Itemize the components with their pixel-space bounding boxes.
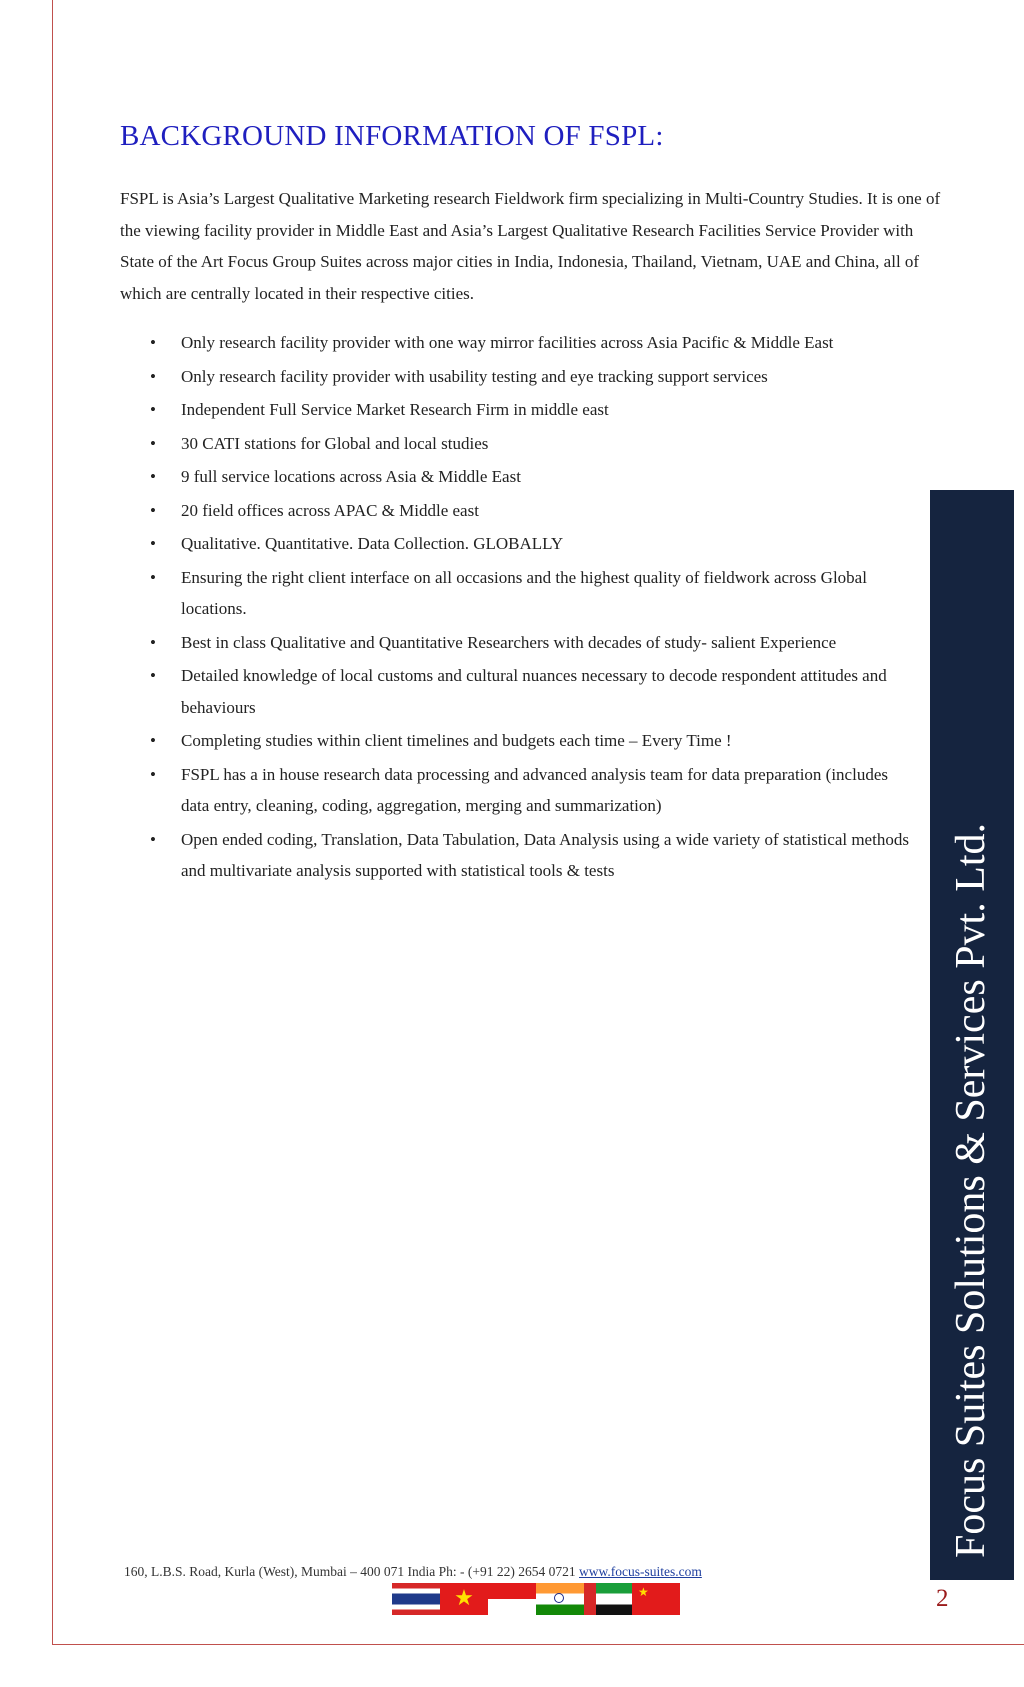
footer-address [124,1564,702,1580]
list-item: • Only research facility provider with one way mirror facilities across Asia Pacific & Middle East [120,327,920,359]
list-item: • FSPL has a in house research data processing and advanced analysis team for data preparation (includes data entry, cleaning, coding, aggregation, merging and summarization) [120,759,920,822]
list-item: • Detailed knowledge of local customs and cultural nuances necessary to decode respondent attitudes and behaviours [120,660,920,723]
list-item: • 20 field offices across APAC & Middle east [120,495,920,527]
feature-list [120,327,920,889]
website-link[interactable]: www.focus-suites.com [579,1564,702,1579]
address-text: 160, L.B.S. Road, Kurla (West), Mumbai – 400 071 India Ph: - (+91 22) 2654 0721 [124,1564,579,1579]
china-flag-icon: ★ [632,1583,680,1615]
indonesia-flag-icon [488,1583,536,1615]
company-sidebar [930,490,1014,1580]
list-item: • Completing studies within client timelines and budgets each time – Every Time ! [120,725,920,757]
company-name: Focus Suites Solutions & Services Pvt. Ltd. [948,822,994,1558]
list-item: • 30 CATI stations for Global and local studies [120,428,920,460]
vietnam-flag-icon: ★ [440,1583,488,1615]
list-item: • 9 full service locations across Asia & Middle East [120,461,920,493]
list-item: • Open ended coding, Translation, Data Tabulation, Data Analysis using a wide variety of statistical methods and multivariate analysis supported with statistical tools & tests [120,824,920,887]
uae-flag-icon [584,1583,632,1615]
page-title: BACKGROUND INFORMATION OF FSPL: [120,120,664,152]
thailand-flag-icon [392,1583,440,1615]
list-item: • Independent Full Service Market Research Firm in middle east [120,394,920,426]
intro-paragraph: FSPL is Asia’s Largest Qualitative Marketing research Fieldwork firm specializing in Multi-Country Studies. It is one of the viewing facility provider in Middle East and Asia’s Largest Qualitative Research Facilities Service Provider with State of the Art Focus Group Suites across major cities in India, Indonesia, Thailand, Vietnam, UAE and China, all of which are centrally located in their respective cities. [120,189,941,303]
list-item: • Only research facility provider with usability testing and eye tracking support services [120,361,920,393]
list-item: • Ensuring the right client interface on all occasions and the highest quality of fieldwork across Global locations. [120,562,920,625]
list-item: • Qualitative. Quantitative. Data Collection. GLOBALLY [120,528,920,560]
list-item: • Best in class Qualitative and Quantitative Researchers with decades of study- salient Experience [120,627,920,659]
country-flags [392,1583,680,1615]
india-flag-icon [536,1583,584,1615]
page-number: 2 [936,1585,949,1612]
